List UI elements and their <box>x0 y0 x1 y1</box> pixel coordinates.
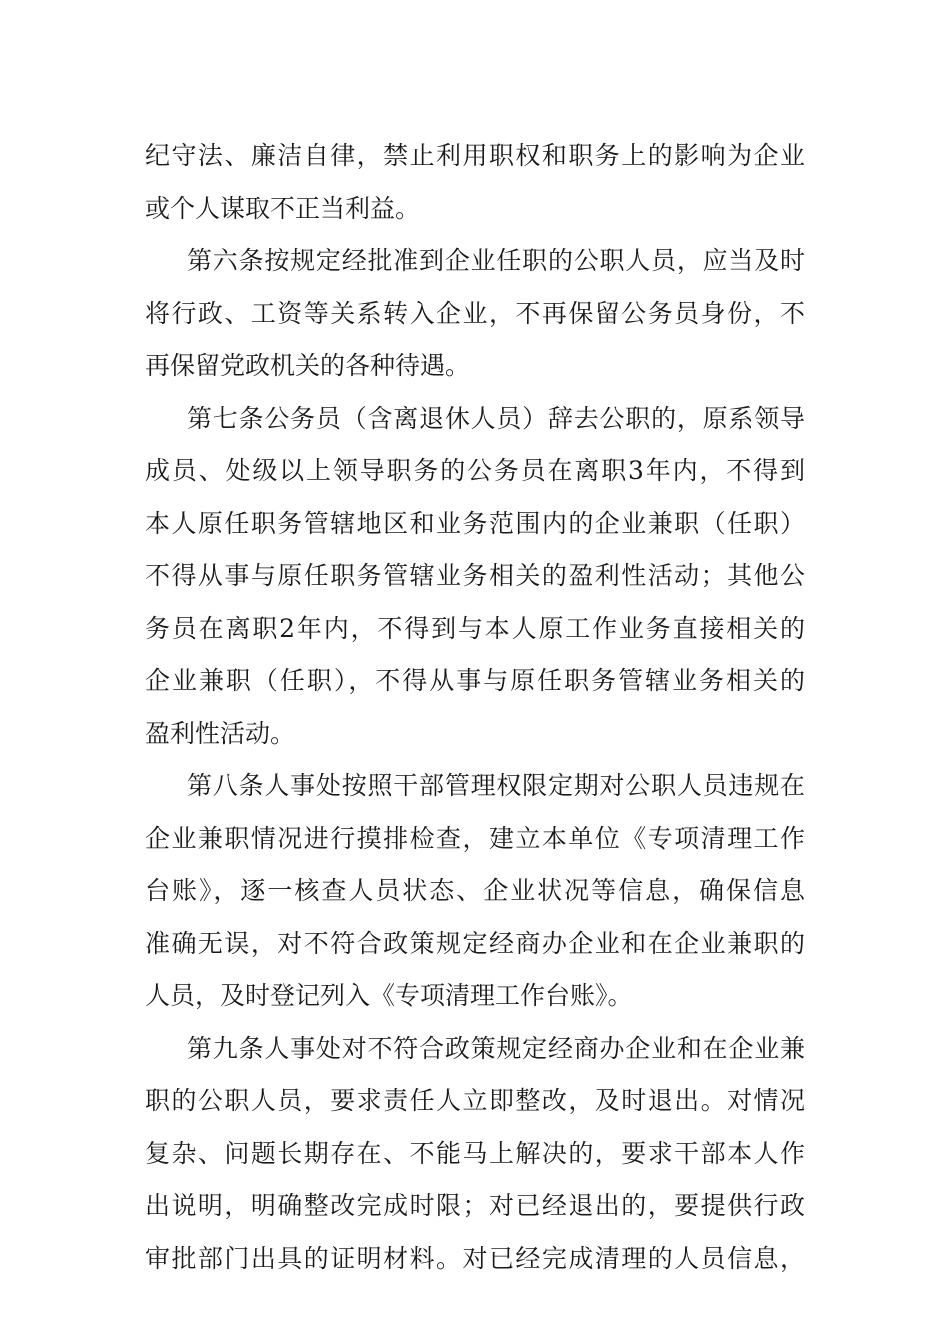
text-line: 或个人谋取不正当利益。 <box>145 193 421 223</box>
document-body <box>145 130 805 1285</box>
text-line: 第八条人事处按照干部管理权限定期对公职人员违规在 <box>187 771 805 800</box>
text-line: 人员，及时登记列入《专项清理工作台账》。 <box>145 981 633 1010</box>
text-line: 出说明，明确整改完成时限；对已经退出的，要提供行政 <box>145 1191 805 1220</box>
paragraph-article-6 <box>145 235 805 393</box>
text-line: 第六条按规定经批准到企业任职的公职人员，应当及时 <box>187 246 805 275</box>
text-line: 第九条人事处对不符合政策规定经商办企业和在企业兼 <box>187 1033 805 1063</box>
text-line: 再保留党政机关的各种待遇。 <box>145 351 471 380</box>
paragraph-article-7 <box>145 393 805 761</box>
text-line: 台账》，逐一核查人员状态、企业状况等信息，确保信息 <box>145 876 805 905</box>
text-line: 成员、处级以上领导职务的公务员在离职3年内，不得到 <box>145 456 805 485</box>
text-line: 企业兼职情况进行摸排检查，建立本单位《专项清理工作 <box>145 823 805 853</box>
text-line: 将行政、工资等关系转入企业，不再保留公务员身份，不 <box>145 298 805 328</box>
text-line: 企业兼职（任职），不得从事与原任职务管辖业务相关的 <box>145 666 805 695</box>
paragraph-article-8 <box>145 760 805 1023</box>
text-line: 盈利性活动。 <box>145 718 296 748</box>
text-line: 审批部门出具的证明材料。对已经完成清理的人员信息， <box>145 1243 805 1273</box>
text-line: 复杂、问题长期存在、不能马上解决的，要求干部本人作 <box>145 1138 805 1168</box>
text-line: 准确无误，对不符合政策规定经商办企业和在企业兼职的 <box>145 928 805 958</box>
text-line: 不得从事与原任职务管辖业务相关的盈利性活动；其他公 <box>145 561 805 590</box>
paragraph <box>145 130 805 235</box>
text-line: 务员在离职2年内，不得到与本人原工作业务直接相关的 <box>145 613 805 643</box>
paragraph-article-9 <box>145 1023 805 1286</box>
text-line: 第七条公务员（含离退休人员）辞去公职的，原系领导 <box>187 403 805 433</box>
text-line: 本人原任职务管辖地区和业务范围内的企业兼职（任职） <box>145 508 805 538</box>
text-line: 职的公职人员，要求责任人立即整改，及时退出。对情况 <box>145 1086 805 1115</box>
text-line: 纪守法、廉洁自律，禁止利用职权和职务上的影响为企业 <box>145 141 805 170</box>
